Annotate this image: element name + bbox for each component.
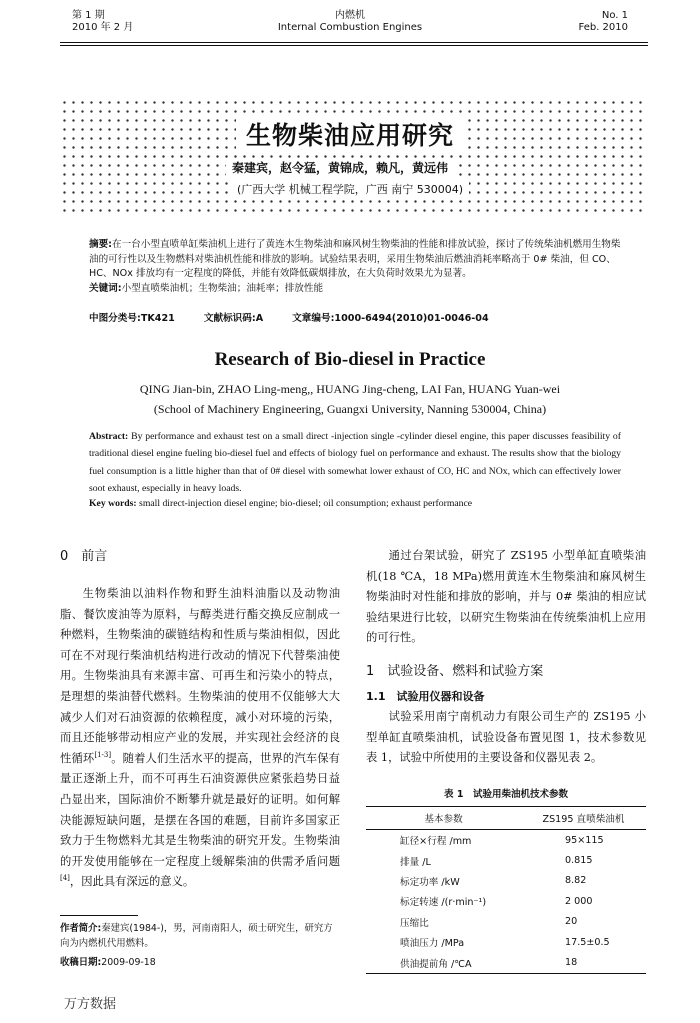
date-en: Feb. 2010: [578, 22, 628, 33]
issue-en: No. 1: [601, 10, 628, 21]
table-row: 缸径×行程 /mm 95×115: [400, 834, 604, 848]
table-header-cell: 基本参数: [366, 807, 521, 830]
section-1-1-heading: 1.1 试验用仪器和设备: [366, 689, 485, 703]
section-1-heading: 1 试验设备、燃料和试验方案: [366, 663, 544, 679]
abstract-en-label: Abstract:: [89, 431, 129, 442]
section-0-paragraph-1: 生物柴油以油料作物和野生油料油脂以及动物油脂、餐饮废油等为原料，与醇类进行酯交换反应制成一种燃料，生物柴油的碳链结构和性质与柴油相似，因此可在不对现行柴油机结构进行改动的情况下代替柴油使用。生物柴油具有来源丰富、可再生和污染小的特点，是理想的柴油替代燃料。生物柴油的使用不仅能够大大减少人们对石油资源的依赖程度，减小对环境的污染，而且还能够带动相应产业的发展，并实现社会经济的良性循环[1-3]。随着人们生活水平的提高，世界的汽车保有量正逐渐上升，而不可再生石油资源供应紧张趋势日益凸显出来，国际油价不断攀升就是最好的证明。如何解决能源短缺问题，是摆在各国的难题，目前许多国家正致力于生物燃料尤其是生物柴油的研究开发。生物柴油的开发使用能够在一定程度上缓解柴油的供需矛盾问题[4]，因此具有深远的意义。: [60, 587, 340, 889]
journal-en: Internal Combustion Engines: [277, 22, 423, 33]
section-0-paragraph-2: 通过台架试验，研究了 ZS195 小型单缸直喷柴油机(18 ℃A，18 MPa)燃用黄连木生物柴油和麻风树生物柴油时对性能和排放的影响，并与 0# 柴油的相应试验结果进行比较，以研究生物柴油在传统柴油机上应用的可行性。: [366, 549, 646, 645]
header-rule: [60, 42, 648, 43]
section-0-heading: 0 前言: [60, 549, 108, 564]
author-bio-footnote: [60, 922, 342, 951]
table-row: 排量 /L 0.815: [400, 855, 593, 868]
issue-cn: 第 1 期: [72, 10, 105, 21]
date-cn: 2010 年 2 月: [72, 22, 134, 33]
keywords-cn-label: 关键词:: [89, 282, 122, 294]
article-no-value: 1000-6494(2010)01-0046-04: [334, 313, 489, 324]
received-date-value: 2009-09-18: [101, 957, 156, 968]
keywords-cn-text: 小型直喷柴油机；生物柴油；油耗率；排放性能: [121, 282, 324, 294]
author-bio-label: 作者简介:: [60, 923, 102, 934]
received-date-label: 收稿日期:: [60, 957, 102, 968]
abstract-en: [89, 428, 621, 498]
journal-cn: 内燃机: [335, 10, 365, 21]
abstract-en-text: By performance and exhaust test on a small direct -injection single -cylinder diesel engine, this paper discusses feasibility of traditional diesel engine fueling bio-diesel fuel and effects of biology fuel on performance and exhaust. The results show that the biology fuel consumption is a little higher than that of 0# diesel with somewhat lower exhaust of CO, HC and NOx, which can effectively lower soot exhaust, especially in heavy loads.: [89, 431, 621, 495]
keywords-en-label: Key words:: [89, 498, 137, 509]
affiliation-en: (School of Machinery Engineering, Guangxi University, Nanning 530004, China): [153, 402, 547, 416]
table-row: 压缩比 20: [400, 916, 578, 929]
paper-title-cn: 生物柴油应用研究: [236, 114, 464, 154]
doc-code-value: A: [255, 313, 264, 324]
section-1-1-paragraph: 试验采用南宁南机动力有限公司生产的 ZS195 小型单缸直喷柴油机，试验设备布置见图 1，技术参数见表 1，试验中所使用的主要设备和仪器见表 2。: [366, 709, 646, 765]
authors-en: QING Jian-bin, ZHAO Ling-meng,, HUANG Jing-cheng, LAI Fan, HUANG Yuan-wei: [139, 382, 561, 396]
clc-label: 中图分类号:: [89, 313, 141, 324]
affiliation-cn: (广西大学 机械工程学院，广西 南宁 530004): [231, 180, 469, 198]
table-row: 标定转速 /(r·min⁻¹) 2 000: [400, 895, 593, 909]
doc-code-label: 文献标识码:: [203, 313, 256, 324]
received-date-footnote: [60, 956, 342, 971]
running-header-center: [230, 10, 470, 34]
abstract-cn-text: 在一台小型直喷单缸柴油机上进行了黄连木生物柴油和麻风树生物柴油的性能和排放试验，探讨了传统柴油机燃用生物柴油的可行性以及生物燃料对柴油机性能和排放的影响。试验结果表明，采用生物柴油后燃油消耗率略高于 0# 柴油，但 CO、HC、NOx 排放均有一定程度的降低，并能有效降低碳烟排放，在大负荷时效果尤为显著。: [89, 239, 621, 279]
table-row: 标定功率 /kW 8.82: [400, 875, 587, 888]
citation-1-3: [1-3]: [94, 750, 112, 759]
table-1: [366, 806, 646, 974]
table-row: 供油提前角 /℃A 18: [366, 952, 646, 973]
classification-row: [89, 310, 515, 324]
wanfang-watermark: 万方数据: [64, 997, 117, 1012]
footnote-rule: [60, 915, 138, 916]
clc-value: TK421: [140, 313, 175, 324]
body-column-left: [60, 546, 340, 893]
running-header-right: [578, 10, 628, 34]
article-no-label: 文章编号:: [292, 313, 335, 324]
paper-title-en: Research of Bio-diesel in Practice: [214, 349, 486, 370]
header-rule-thin: [60, 45, 648, 46]
citation-4: [4]: [60, 874, 70, 883]
table-header-row: [366, 807, 646, 830]
authors-cn: 秦建宾，赵令猛，黄锦成，赖凡，黄远伟: [226, 158, 454, 177]
abstract-cn-label: 摘要:: [89, 239, 113, 250]
table-1-caption: 表 1 试验用柴油机技术参数: [444, 789, 568, 800]
running-header-left: [72, 10, 133, 34]
abstract-cn: [89, 238, 629, 296]
keywords-en: [89, 498, 629, 509]
table-header-cell: ZS195 直喷柴油机: [521, 807, 646, 830]
author-bio-text: 秦建宾(1984-)，男，河南南阳人，硕士研究生，研究方向为内燃机代用燃料。: [60, 923, 333, 949]
table-row: 喷油压力 /MPa 17.5±0.5: [400, 936, 610, 950]
body-column-right: [366, 546, 646, 769]
keywords-en-text: small direct-injection diesel engine; bio-diesel; oil consumption; exhaust performance: [139, 498, 473, 509]
